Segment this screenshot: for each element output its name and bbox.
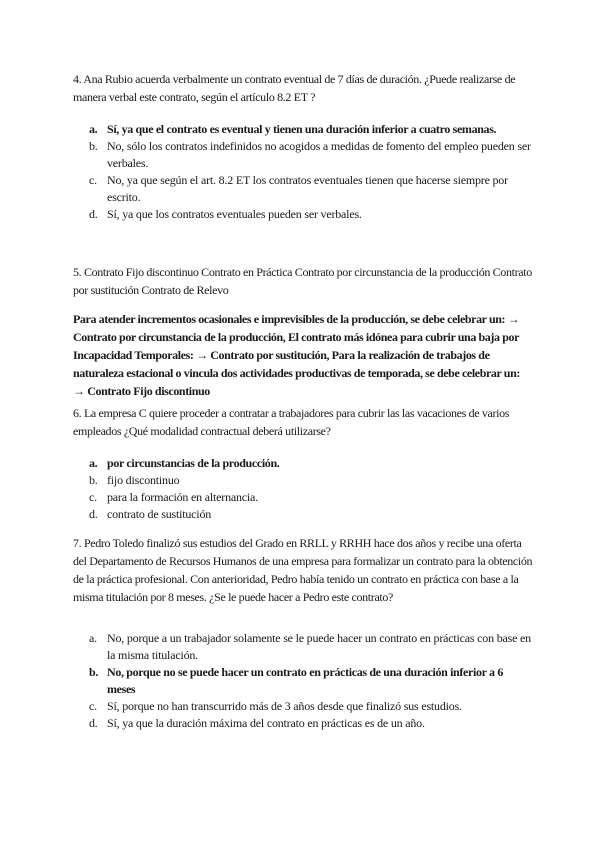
- question-6-options: [73, 455, 533, 523]
- option-text: Sí, ya que el contrato es eventual y tienen una duración inferior a cuatro semanas.: [107, 122, 497, 136]
- option-letter: c.: [89, 173, 97, 187]
- option-letter: d.: [89, 507, 98, 521]
- question-7-option-a: [73, 630, 533, 664]
- option-text: Sí, porque no han transcurrido más de 3 años desde que finalizó sus estudios.: [107, 699, 462, 713]
- question-7-option-d: [73, 715, 533, 732]
- option-letter: b.: [89, 473, 98, 487]
- option-letter: c.: [89, 490, 97, 504]
- question-4-option-b: [73, 138, 533, 172]
- option-text: Sí, ya que los contratos eventuales pueden ser verbales.: [107, 207, 362, 221]
- question-6-option-a: [73, 455, 533, 472]
- option-text: No, porque no se puede hacer un contrato en prácticas de una duración inferior a 6 meses: [107, 665, 503, 696]
- option-letter: a.: [89, 122, 98, 136]
- question-7-options: [73, 630, 533, 732]
- question-6-option-b: [73, 472, 533, 489]
- question-6-option-d: [73, 506, 533, 523]
- question-5-answer: Para atender incrementos ocasionales e imprevisibles de la producción, se debe celebrar un: → Contrato por circunstancia de la producción, El contrato más idónea para cubrir una baja por Incapacidad Temporales: → Contrato por sustitución, Para la realización de trabajos de naturaleza estacional o vincula dos actividades productivas de temporada, se debe celebrar un: → Contrato Fijo discontinuo: [73, 312, 520, 398]
- question-7-option-c: [73, 698, 533, 715]
- option-text: fijo discontinuo: [107, 473, 180, 487]
- question-4-options: [73, 121, 533, 223]
- option-letter: d.: [89, 716, 98, 730]
- question-6-option-c: [73, 489, 533, 506]
- option-text: contrato de sustitución: [107, 507, 212, 521]
- option-letter: b.: [89, 665, 98, 679]
- option-letter: c.: [89, 699, 97, 713]
- question-6-text: 6. La empresa C quiere proceder a contratar a trabajadores para cubrir las las vacaciones de varios empleados ¿Qué modalidad contractual deberá utilizarse?: [73, 406, 510, 438]
- option-text: Sí, ya que la duración máxima del contrato en prácticas es de un año.: [107, 716, 425, 730]
- option-letter: a.: [89, 631, 97, 645]
- question-7-text: 7. Pedro Toledo finalizó sus estudios del Grado en RRLL y RRHH hace dos años y recibe una oferta del Departamento de Recursos Humanos de una empresa para formalizar un contrato para la obtención de la práctica profesional. Con anterioridad, Pedro había tenido un contrato en práctica con base a la misma titulación por 8 meses. ¿Se le puede hacer a Pedro este contrato?: [73, 536, 533, 604]
- question-4-option-c: [73, 172, 533, 206]
- question-7-option-b: [73, 664, 533, 698]
- question-4-option-a: [73, 121, 533, 138]
- question-4-text: 4. Ana Rubio acuerda verbalmente un contrato eventual de 7 días de duración. ¿Puede realizarse de manera verbal este contrato, según el artículo 8.2 ET ?: [73, 72, 516, 104]
- option-text: No, porque a un trabajador solamente se le puede hacer un contrato en prácticas con base en la misma titulación.: [107, 631, 531, 662]
- option-text: No, ya que según el art. 8.2 ET los contratos eventuales tienen que hacerse siempre por escrito.: [107, 173, 508, 204]
- option-letter: b.: [89, 139, 98, 153]
- option-text: para la formación en alternancia.: [107, 490, 258, 504]
- option-text: No, sólo los contratos indefinidos no acogidos a medidas de fomento del empleo pueden ser verbales.: [107, 139, 531, 170]
- option-text: por circunstancias de la producción.: [107, 456, 280, 470]
- question-4-option-d: [73, 206, 533, 223]
- option-letter: a.: [89, 456, 98, 470]
- option-letter: d.: [89, 207, 98, 221]
- question-5-text: 5. Contrato Fijo discontinuo Contrato en Práctica Contrato por circunstancia de la producción Contrato por sustitución Contrato de Relevo: [73, 265, 532, 297]
